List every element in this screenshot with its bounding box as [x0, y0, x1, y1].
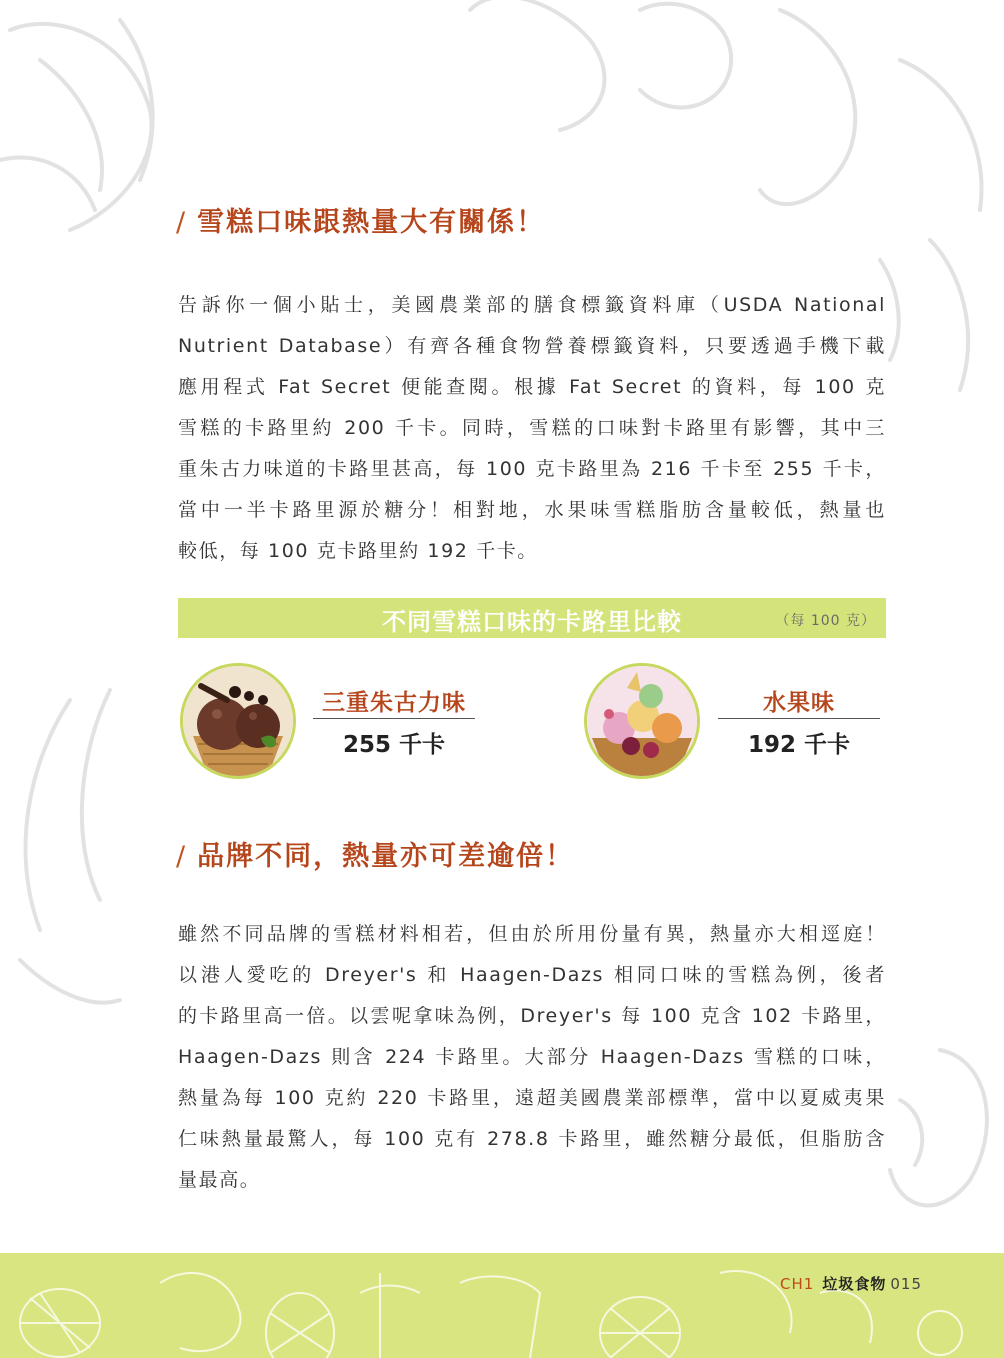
paragraph-line: 應用程式 Fat Secret 便能查閱。根據 Fat Secret 的資料，每 100 克: [178, 376, 886, 398]
flavor-divider: [718, 718, 880, 719]
flavor-name-chocolate: 三重朱古力味: [322, 690, 466, 716]
paragraph-line: 當中一半卡路里源於糖分！相對地，水果味雪糕脂肪含量較低，熱量也: [178, 499, 886, 521]
paragraph-line: 重朱古力味道的卡路里甚高，每 100 克卡路里為 216 千卡至 255 千卡，: [178, 458, 886, 480]
paragraph-line: 量最高。: [178, 1169, 261, 1191]
chocolate-ice-cream-illustration: [183, 666, 293, 776]
paragraph-line: 較低，每 100 克卡路里約 192 千卡。: [178, 540, 538, 562]
page-number: 015: [890, 1275, 922, 1293]
section1-heading-text: 雪糕口味跟熱量大有關係！: [197, 207, 546, 238]
footer-page-label: [780, 1273, 922, 1294]
section2-heading: [176, 834, 574, 873]
page-footer: [0, 1253, 1004, 1358]
section2-heading-text: 品牌不同，熱量亦可差逾倍！: [197, 841, 575, 872]
paragraph-line: 雖然不同品牌的雪糕材料相若，但由於所用份量有異，熱量亦大相逕庭！: [178, 923, 886, 945]
flavor-calories-fruit: 192 千卡: [747, 732, 851, 758]
paragraph-line: 仁味熱量最驚人，每 100 克有 278.8 卡路里，雖然糖分最低，但脂肪含: [178, 1128, 886, 1150]
flavor-divider: [313, 718, 475, 719]
paragraph-line: Nutrient Database）有齊各種食物營養標籤資料，只要透過手機下載: [178, 335, 886, 357]
section2-paragraph: [178, 914, 886, 1201]
paragraph-line: 以港人愛吃的 Dreyer's 和 Haagen-Dazs 相同口味的雪糕為例，後者: [178, 964, 886, 986]
heading-slash-mark: /: [176, 207, 188, 238]
paragraph-line: 雪糕的卡路里約 200 千卡。同時，雪糕的口味對卡路里有影響，其中三: [178, 417, 886, 439]
paragraph-line: 熱量為每 100 克約 220 卡路里，遠超美國農業部標準，當中以夏威夷果: [178, 1087, 886, 1109]
fruit-ice-cream-photo: [584, 663, 700, 779]
footer-chapter-title: 垃圾食物: [822, 1275, 887, 1293]
heading-slash-mark: /: [176, 841, 188, 872]
chocolate-ice-cream-photo: [180, 663, 296, 779]
fruit-ice-cream-illustration: [587, 666, 697, 776]
comparison-unit-note: （每 100 克）: [775, 613, 876, 629]
footer-chapter: CH1: [780, 1275, 815, 1293]
comparison-banner: [178, 598, 886, 638]
flavor-name-fruit: 水果味: [763, 690, 835, 716]
comparison-title: 不同雪糕口味的卡路里比較: [382, 608, 682, 636]
paragraph-line: 的卡路里高一倍。以雲呢拿味為例，Dreyer's 每 100 克含 102 卡路里，: [178, 1005, 886, 1027]
flavor-calories-chocolate: 255 千卡: [342, 732, 446, 758]
footer-food-sketches: [0, 1253, 1004, 1358]
paragraph-line: Haagen-Dazs 則含 224 卡路里。大部分 Haagen-Dazs 雪糕的口味，: [178, 1046, 886, 1068]
paragraph-line: 告訴你一個小貼士，美國農業部的膳食標籤資料庫（USDA National: [178, 294, 886, 316]
section1-paragraph: [178, 285, 886, 572]
section1-heading: [176, 200, 545, 239]
